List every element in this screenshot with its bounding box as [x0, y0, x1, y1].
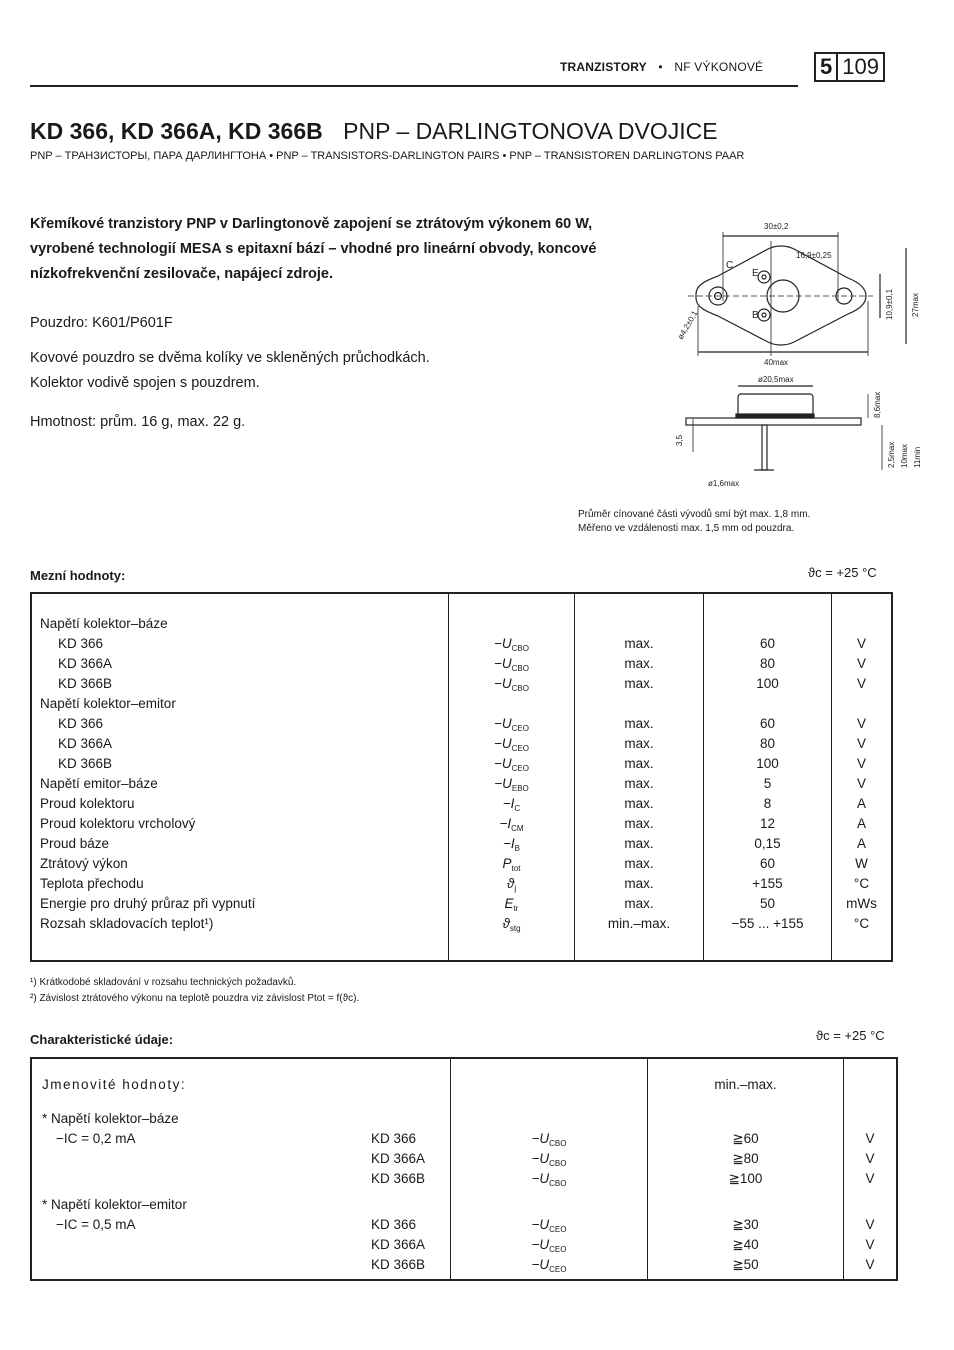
- symbol-subscript: CBO: [511, 684, 529, 693]
- label-emitter: E: [752, 268, 759, 279]
- limits-param-label: KD 366B: [58, 676, 113, 691]
- symbol-letter: −U: [494, 636, 512, 651]
- test-condition: −IC = 0,2 mA: [56, 1131, 136, 1146]
- device-type: KD 366: [371, 1131, 417, 1146]
- limits-param-column: [31, 593, 449, 961]
- limits-param-label: Proud kolektoru: [40, 796, 135, 811]
- limits-value: [704, 614, 831, 634]
- characteristics-row-label: [42, 1235, 450, 1255]
- dim-height-4: 11min: [913, 446, 922, 468]
- dim-height-1: 8,6max: [873, 391, 882, 418]
- limits-qualifier: max.: [624, 796, 654, 811]
- symbol-subscript: CEO: [511, 764, 529, 773]
- drawing-note-line: Průměr cínované části vývodů smí být max. 1,8 mm.: [578, 509, 811, 520]
- symbol-letter: E: [504, 896, 514, 911]
- symbol-cell: [451, 1215, 647, 1235]
- limits-qualifier: max.: [624, 816, 654, 831]
- part-numbers: KD 366, KD 366A, KD 366B: [30, 118, 323, 144]
- empty-cell: [451, 1109, 647, 1129]
- header-rule: [30, 85, 798, 87]
- dim-height-3: 10max: [900, 443, 909, 468]
- package-drawing: [668, 212, 938, 502]
- limits-value-column: [704, 593, 832, 961]
- test-condition: −IC = 0,5 mA: [56, 1217, 136, 1232]
- test-condition: [42, 1235, 371, 1255]
- limits-unit: mWs: [846, 896, 877, 911]
- drawing-note: [578, 508, 810, 536]
- device-type: KD 366B: [371, 1257, 426, 1272]
- symbol-cell: [449, 674, 574, 694]
- limits-param-label: Proud kolektoru vrcholový: [40, 816, 196, 831]
- characteristics-unit: V: [865, 1151, 875, 1166]
- limits-unit: V: [856, 656, 866, 671]
- symbol-subscript: CEO: [511, 744, 529, 753]
- symbol-letter: −U: [494, 656, 512, 671]
- limits-unit: [832, 694, 891, 714]
- limits-symbol-column: [449, 593, 575, 961]
- header-category: TRANZISTORY: [560, 60, 647, 74]
- symbol-subscript: CBO: [549, 1139, 567, 1148]
- symbol-subscript: CEO: [549, 1245, 567, 1254]
- limits-value: 80: [759, 736, 776, 751]
- test-condition: [42, 1255, 371, 1275]
- symbol-subscript: CEO: [549, 1225, 567, 1234]
- limits-param-label: KD 366: [58, 636, 104, 651]
- device-type: PNP – DARLINGTONOVA DVOJICE: [343, 118, 718, 144]
- dim-hole-spacing: 16,9±0,25: [796, 251, 832, 260]
- limits-unit: V: [856, 756, 866, 771]
- limits-qualifier: [575, 614, 703, 634]
- limits-qualifier: max.: [624, 676, 654, 691]
- limits-qualifier: max.: [624, 636, 654, 651]
- case-description-2: Kolektor vodivě spojen s pouzdrem.: [30, 375, 260, 391]
- limits-qualifier-column: [575, 593, 704, 961]
- empty-cell: [844, 1109, 896, 1129]
- device-type: KD 366B: [371, 1171, 426, 1186]
- limits-unit: A: [856, 796, 866, 811]
- symbol-cell: [451, 1255, 647, 1275]
- characteristics-unit-column: [844, 1058, 898, 1280]
- device-type: KD 366: [371, 1217, 417, 1232]
- limits-qualifier: [575, 694, 703, 714]
- limits-value: −55 ... +155: [731, 916, 804, 931]
- characteristics-unit: V: [865, 1131, 875, 1146]
- empty-cell: [648, 1109, 843, 1129]
- limits-unit: V: [856, 676, 866, 691]
- characteristics-table: [30, 1057, 898, 1281]
- symbol-letter: −U: [531, 1151, 550, 1166]
- characteristics-value: ≧30: [732, 1217, 759, 1232]
- limits-unit: W: [855, 856, 868, 871]
- dim-top: 30±0,2: [764, 222, 789, 231]
- flange-side: [686, 418, 861, 425]
- empty-cell: [648, 1195, 843, 1215]
- characteristics-unit: V: [865, 1171, 875, 1186]
- page-number: 109: [842, 54, 879, 79]
- characteristics-row-label: [42, 1255, 450, 1275]
- symbol-cell: [449, 914, 574, 934]
- characteristics-value: ≧100: [728, 1171, 763, 1186]
- symbol-subscript: tot: [511, 864, 521, 873]
- base-pin: [758, 309, 770, 321]
- characteristics-param-column: [31, 1058, 451, 1280]
- symbol-cell: [449, 874, 574, 894]
- symbol-subscript: B: [514, 844, 520, 853]
- symbol-subscript: stg: [509, 924, 521, 933]
- dim-side2: 27max: [911, 292, 920, 317]
- limits-value: 5: [763, 776, 772, 791]
- emitter-pin: [758, 271, 770, 283]
- dim-side1: 10,9±0,1: [885, 288, 894, 320]
- limits-unit: °C: [853, 876, 870, 891]
- limits-qualifier: max.: [624, 776, 654, 791]
- symbol-cell: [451, 1149, 647, 1169]
- empty-cell: [844, 1195, 896, 1215]
- symbol-letter: −U: [531, 1217, 550, 1232]
- symbol-cell: [451, 1169, 647, 1189]
- limits-param-label: Energie pro druhý průraz při vypnutí: [40, 896, 256, 911]
- test-condition: [42, 1169, 371, 1189]
- empty-cell: [449, 694, 574, 714]
- empty-cell: [844, 1075, 896, 1095]
- characteristics-condition: ϑc = +25 °C: [816, 1028, 885, 1043]
- characteristics-value: ≧60: [732, 1131, 759, 1146]
- symbol-letter: −U: [531, 1237, 550, 1252]
- characteristics-value-column: [648, 1058, 844, 1280]
- limits-unit: V: [856, 736, 866, 751]
- multilingual-subtitle: PNP – ТРАНЗИСТОРЫ, ПАРА ДАРЛИНГТОНА • PNP – TRANSISTORS-DARLINGTON PAIRS • PNP – TRANSISTOREN DARLINGTONS PAAR: [30, 150, 745, 162]
- limits-value: 60: [759, 716, 776, 731]
- device-type: KD 366A: [371, 1151, 426, 1166]
- limits-param-label: Proud báze: [40, 836, 110, 851]
- symbol-letter: −I: [503, 836, 515, 851]
- symbol-cell: [451, 1235, 647, 1255]
- limits-qualifier: max.: [624, 876, 654, 891]
- limits-value: 60: [759, 636, 776, 651]
- limits-unit: A: [856, 816, 866, 831]
- characteristics-row-label: [42, 1169, 450, 1189]
- limits-value: 8: [763, 796, 772, 811]
- label-base: B: [752, 310, 759, 321]
- symbol-subscript: CBO: [549, 1159, 567, 1168]
- limits-qualifier: max.: [624, 736, 654, 751]
- symbol-subscript: CEO: [511, 724, 529, 733]
- characteristics-symbol-column: [451, 1058, 648, 1280]
- limits-qualifier: max.: [624, 656, 654, 671]
- symbol-subscript: EBO: [511, 784, 529, 793]
- symbol-cell: [451, 1129, 647, 1149]
- symbol-subscript: CBO: [511, 664, 529, 673]
- characteristics-value: ≧40: [732, 1237, 759, 1252]
- characteristics-value: ≧80: [732, 1151, 759, 1166]
- symbol-cell: [449, 654, 574, 674]
- symbol-cell: [449, 794, 574, 814]
- symbol-letter: −I: [502, 796, 515, 811]
- limits-unit: [832, 614, 891, 634]
- dim-body-diameter: ø20,5max: [758, 375, 794, 384]
- empty-cell: [449, 614, 574, 634]
- characteristics-row-label: [42, 1215, 450, 1235]
- symbol-cell: [449, 734, 574, 754]
- limits-qualifier: max.: [624, 756, 654, 771]
- symbol-letter: ϑ: [506, 876, 515, 891]
- limits-param-label: Ztrátový výkon: [40, 856, 128, 871]
- limits-value: 80: [759, 656, 776, 671]
- range-label: min.–max.: [714, 1077, 777, 1092]
- symbol-subscript: tr: [513, 904, 519, 913]
- limits-title: Mezní hodnoty:: [30, 568, 126, 583]
- symbol-subscript: CBO: [511, 644, 529, 653]
- symbol-cell: [449, 714, 574, 734]
- dim-pin-hole: ø4,2±0,1: [675, 309, 700, 341]
- header-subcategory: NF VÝKONOVÉ: [674, 60, 764, 74]
- device-type: KD 366A: [371, 1237, 426, 1252]
- bullet-icon: •: [658, 60, 663, 74]
- limits-value: 50: [759, 896, 776, 911]
- symbol-cell: [449, 774, 574, 794]
- footnote-2: ²) Závislost ztrátového výkonu na teplotě pouzdra viz závislost Ptot = f(ϑc).: [30, 993, 360, 1004]
- dim-pin-diameter: ø1,6max: [708, 479, 740, 488]
- symbol-subscript: C: [514, 804, 521, 813]
- symbol-cell: [449, 754, 574, 774]
- limits-qualifier: max.: [624, 896, 654, 911]
- footnote-1: ¹) Krátkodobé skladování v rozsahu technických požadavků.: [30, 977, 297, 988]
- limits-unit-column: [832, 593, 893, 961]
- limits-param-label: Teplota přechodu: [40, 876, 144, 891]
- limits-value: [704, 694, 831, 714]
- characteristics-param-label: * Napětí kolektor–emitor: [42, 1197, 187, 1212]
- limits-unit: A: [856, 836, 866, 851]
- symbol-letter: ϑ: [502, 916, 510, 931]
- label-collector: C: [726, 260, 734, 271]
- limits-param-label: Napětí kolektor–emitor: [40, 696, 176, 711]
- characteristics-row-label: [42, 1129, 450, 1149]
- nominal-values-header: Jmenovité hodnoty:: [42, 1077, 187, 1092]
- characteristics-param-label: * Napětí kolektor–báze: [42, 1111, 179, 1126]
- symbol-cell: [449, 854, 574, 874]
- limits-unit: V: [856, 636, 866, 651]
- characteristics-title: Charakteristické údaje:: [30, 1032, 174, 1047]
- intro-paragraph: Křemíkové tranzistory PNP v Darlingtonově zapojení se ztrátovým výkonem 60 W, vyrobené technologií MESA s epitaxní bází – vhodné pro lineární obvody, koncové nízkofrekvenční zesilovače, napájecí zdroje.: [30, 216, 597, 282]
- symbol-letter: −U: [494, 736, 512, 751]
- symbol-cell: [449, 894, 574, 914]
- characteristics-unit: V: [865, 1257, 875, 1272]
- limits-param-label: Napětí kolektor–báze: [40, 616, 168, 631]
- lead-pin-side: [762, 425, 767, 470]
- limits-qualifier: max.: [624, 716, 654, 731]
- symbol-subscript: j: [514, 884, 517, 893]
- limits-param-label: Rozsah skladovacích teplot¹): [40, 916, 214, 931]
- limits-unit: V: [856, 776, 866, 791]
- limits-value: 12: [759, 816, 776, 831]
- page-number-box: [814, 52, 885, 82]
- section-number: 5: [816, 54, 838, 80]
- symbol-subscript: CEO: [549, 1265, 567, 1274]
- limits-value: +155: [752, 876, 783, 891]
- limits-param-label: KD 366B: [58, 756, 113, 771]
- running-header: [560, 60, 763, 74]
- characteristics-unit: V: [865, 1217, 875, 1232]
- symbol-cell: [449, 634, 574, 654]
- limits-value: 0,15: [754, 836, 781, 851]
- limits-param-label: KD 366: [58, 716, 104, 731]
- symbol-letter: −U: [494, 676, 512, 691]
- symbol-letter: −I: [499, 816, 512, 831]
- symbol-letter: −U: [531, 1131, 550, 1146]
- package-line: Pouzdro: K601/P601F: [30, 315, 173, 331]
- symbol-letter: −U: [494, 756, 512, 771]
- symbol-letter: −U: [494, 716, 512, 731]
- limits-unit: V: [856, 716, 866, 731]
- symbol-subscript: CM: [511, 824, 524, 833]
- dim-3-5: 3,5: [675, 434, 684, 446]
- limits-unit: °C: [853, 916, 870, 931]
- limits-qualifier: min.–max.: [607, 916, 671, 931]
- limits-value: 100: [756, 756, 779, 771]
- characteristics-unit: V: [865, 1237, 875, 1252]
- dim-width: 40max: [764, 358, 789, 367]
- symbol-cell: [449, 834, 574, 854]
- symbol-cell: [449, 814, 574, 834]
- limits-param-label: Napětí emitor–báze: [40, 776, 158, 791]
- limits-qualifier: max.: [624, 856, 654, 871]
- limits-value: 60: [759, 856, 776, 871]
- case-cap-side: [738, 394, 813, 416]
- empty-cell: [451, 1075, 647, 1095]
- symbol-letter: −U: [494, 776, 512, 791]
- symbol-letter: P: [502, 856, 512, 871]
- limits-param-label: KD 366A: [58, 736, 113, 751]
- weight-line: Hmotnost: prům. 16 g, max. 22 g.: [30, 414, 246, 430]
- limits-table: [30, 592, 893, 962]
- limits-condition: ϑc = +25 °C: [808, 565, 877, 580]
- test-condition: [42, 1149, 371, 1169]
- limits-qualifier: max.: [624, 836, 654, 851]
- limits-value: 100: [756, 676, 779, 691]
- symbol-letter: −U: [531, 1257, 550, 1272]
- empty-cell: [451, 1195, 647, 1215]
- characteristics-value: ≧50: [732, 1257, 759, 1272]
- limits-param-label: KD 366A: [58, 656, 113, 671]
- dim-height-2: 2,5max: [887, 441, 896, 468]
- symbol-subscript: CBO: [549, 1179, 567, 1188]
- symbol-letter: −U: [531, 1171, 550, 1186]
- page-title: [30, 118, 718, 145]
- drawing-note-line: Měřeno ve vzdálenosti max. 1,5 mm od pouzdra.: [578, 523, 795, 534]
- case-description-1: Kovové pouzdro se dvěma kolíky ve skleněných průchodkách.: [30, 350, 430, 366]
- characteristics-row-label: [42, 1149, 450, 1169]
